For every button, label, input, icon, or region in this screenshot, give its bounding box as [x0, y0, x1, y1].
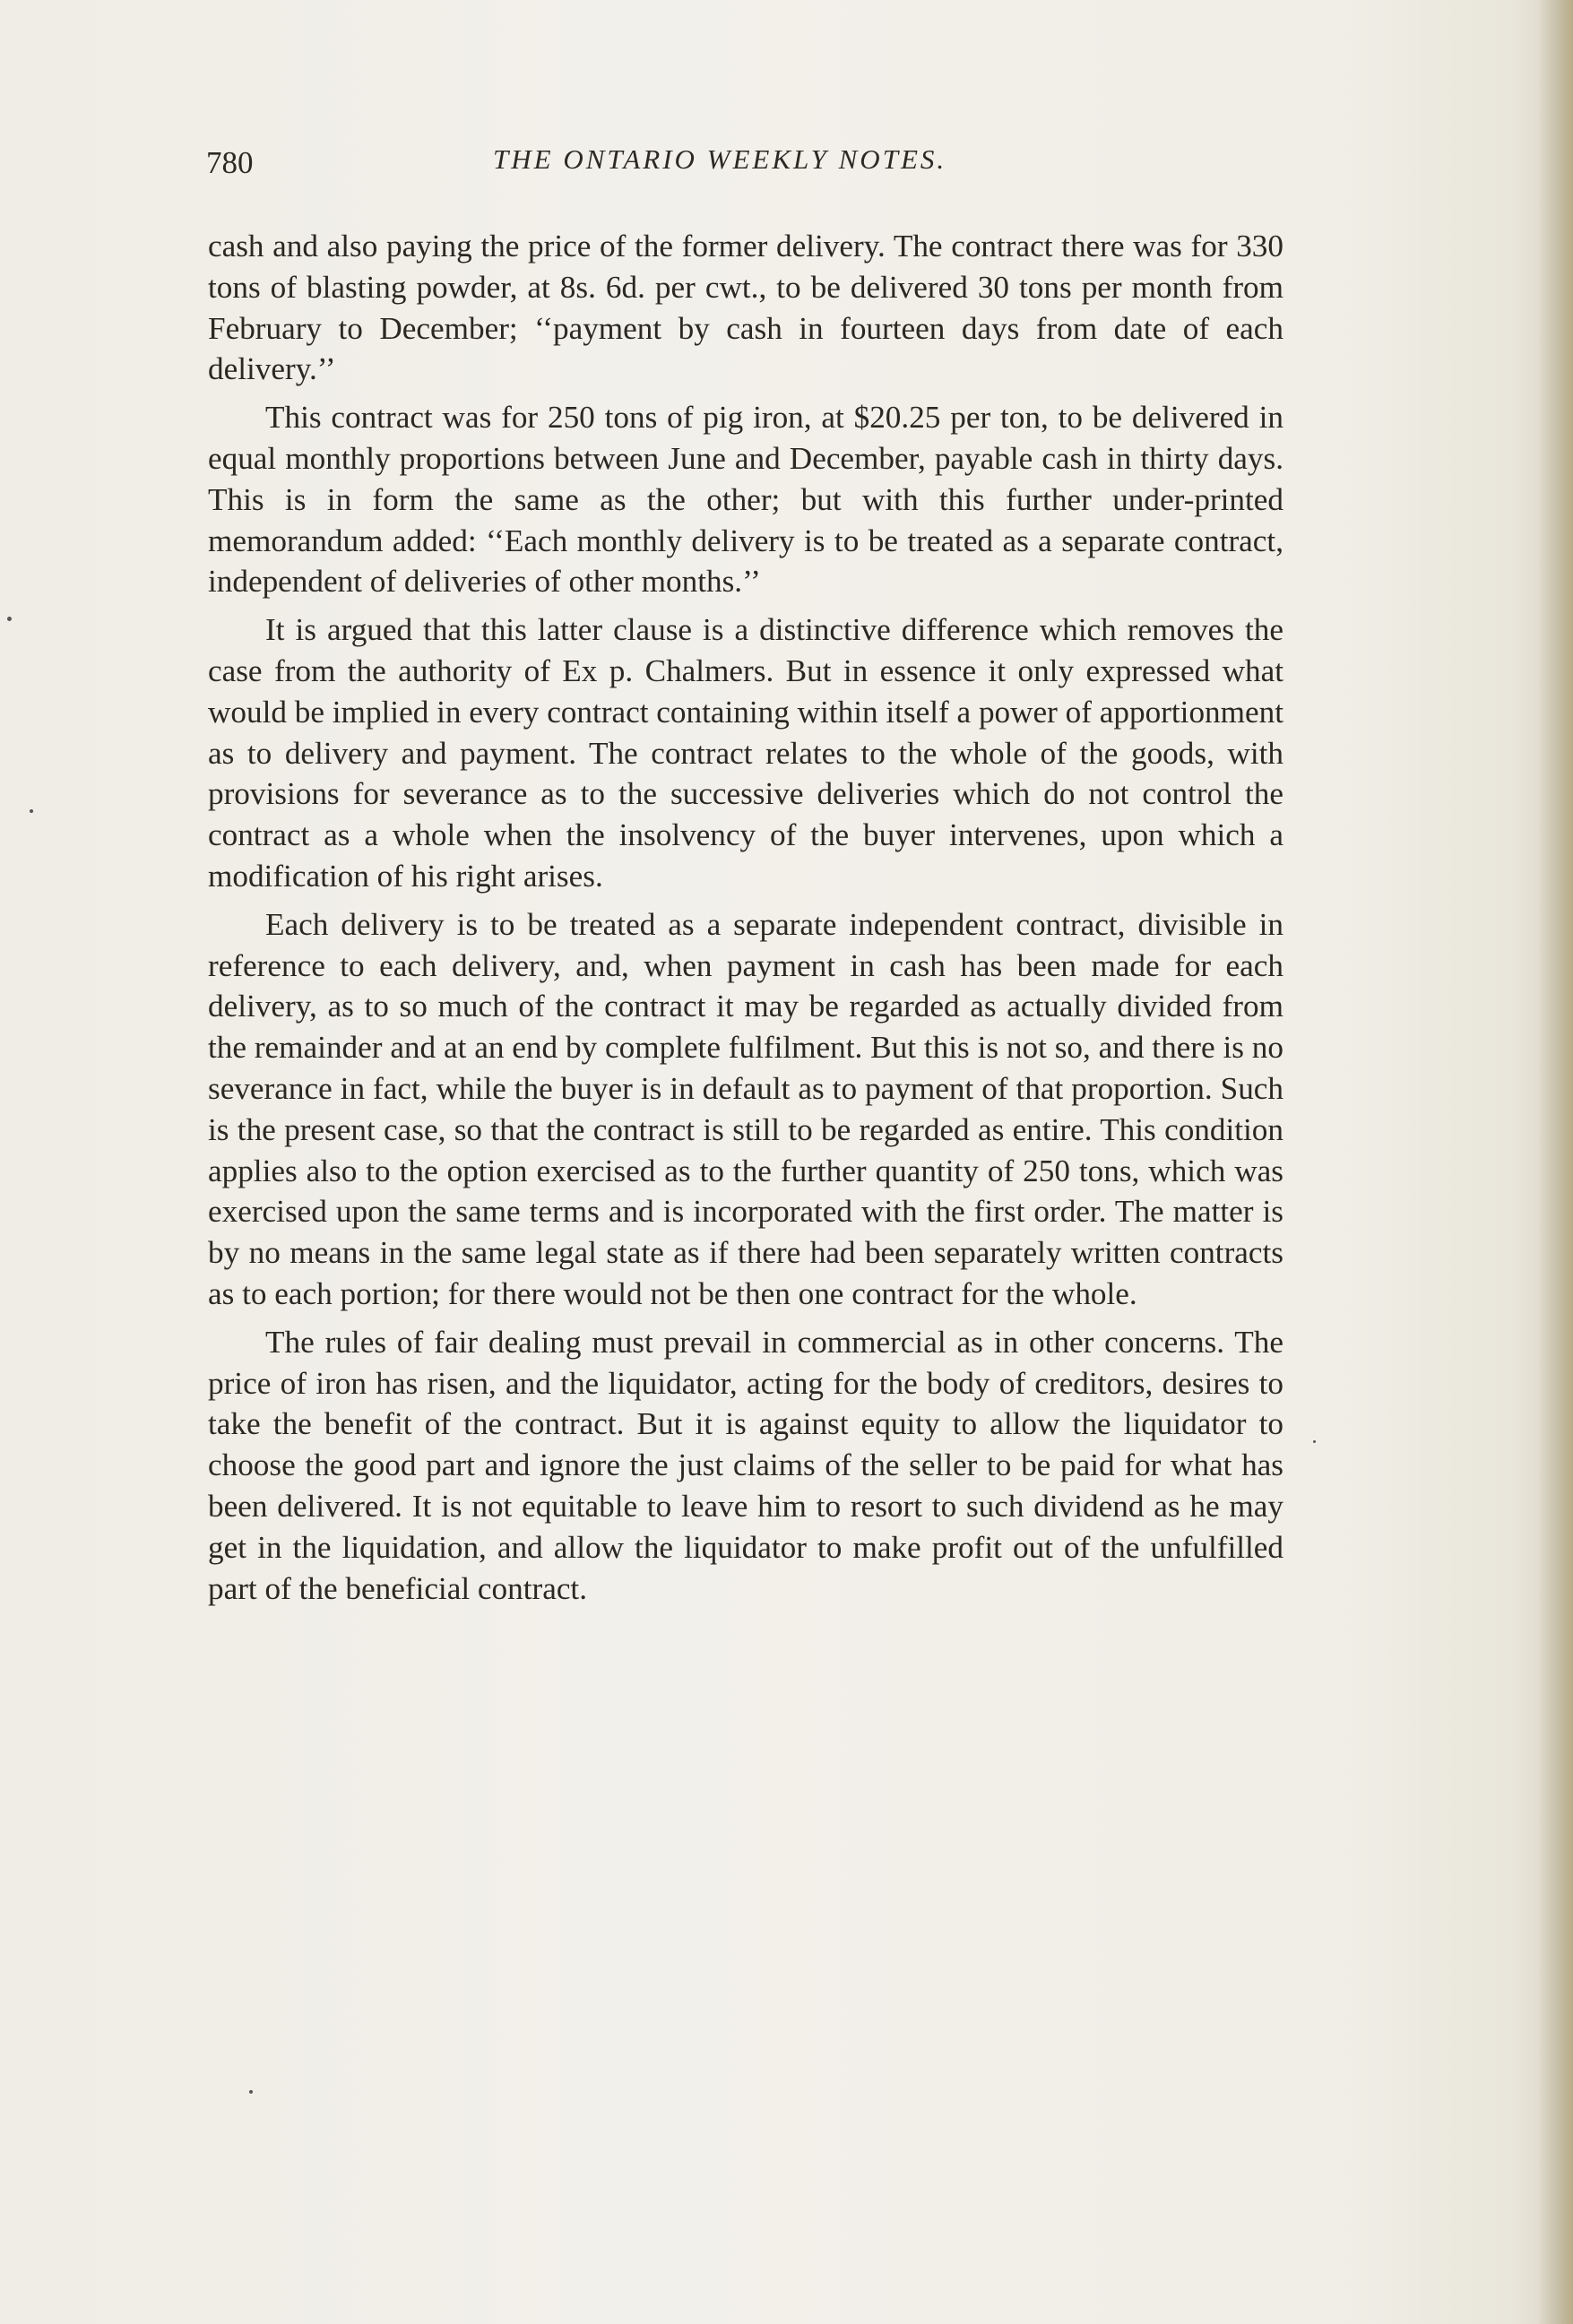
paragraph: cash and also paying the price of the former delivery. The contract there was for 330 tons of blasting powder, at 8s. 6d. per cwt., to be delivered 30 tons per month from February to December; ‘‘payment by cash in fourteen days from date of each delivery.’’: [208, 229, 1283, 387]
paper-speck: [1313, 1440, 1316, 1443]
paragraph: It is argued that this latter clause is a distinctive difference which removes the case from the authority of Ex p. Chalmers. But in essence it only expressed what would be implied in every contract containing within itself a power of apportionment as to delivery and payment. The contract relates to the whole of the goods, with provisions for severance as to the successive deliveries which do not control the contract as a whole when the insolvency of the buyer intervenes, upon which a modification of his right arises.: [208, 612, 1283, 894]
paper-speck: [7, 617, 12, 621]
paper-speck: [30, 809, 33, 813]
page-header: [206, 143, 1282, 197]
page-number: 780: [206, 145, 254, 180]
running-head: THE ONTARIO WEEKLY NOTES.: [493, 143, 947, 175]
paragraph: The rules of fair dealing must prevail in commercial as in other concerns. The price of iron has risen, and the liquidator, acting for the body of creditors, desires to take the benefit of the contract. But it is against equity to allow the liquidator to choose the good part and ignore the just claims of the seller to be paid for what has been delivered. It is not equitable to leave him to resort to such dividend as he may get in the liquidation, and allow the liquidator to make profit out of the unfulfilled part of the beneficial contract.: [208, 1324, 1283, 1606]
paragraph: This contract was for 250 tons of pig iron, at $20.25 per ton, to be delivered in equal monthly proportions between June and December, payable cash in thirty days. This is in form the same as the other; but with this further under-printed memorandum added: ‘‘Each monthly delivery is to be treated as a separate contract, independent of deliveries of other months.’’: [208, 400, 1283, 600]
paper-speck: [249, 2090, 253, 2094]
page-edge-shadow: [1537, 0, 1573, 2324]
paragraph: Each delivery is to be treated as a separate independent contract, divisible in reference to each delivery, and, when payment in cash has been made for each delivery, as to so much of the contract it may be regarded as actually divided from the remainder and at an end by complete fulfilment. But this is not so, and there is no severance in fact, while the buyer is in default as to payment of that proportion. Such is the present case, so that the contract is still to be regarded as entire. This condition applies also to the option exercised as to the further quantity of 250 tons, which was exercised upon the same terms and is incorporated with the first order. The matter is by no means in the same legal state as if there had been separately written contracts as to each portion; for there would not be then one contract for the whole.: [208, 906, 1283, 1311]
body-text: [208, 226, 1283, 1616]
